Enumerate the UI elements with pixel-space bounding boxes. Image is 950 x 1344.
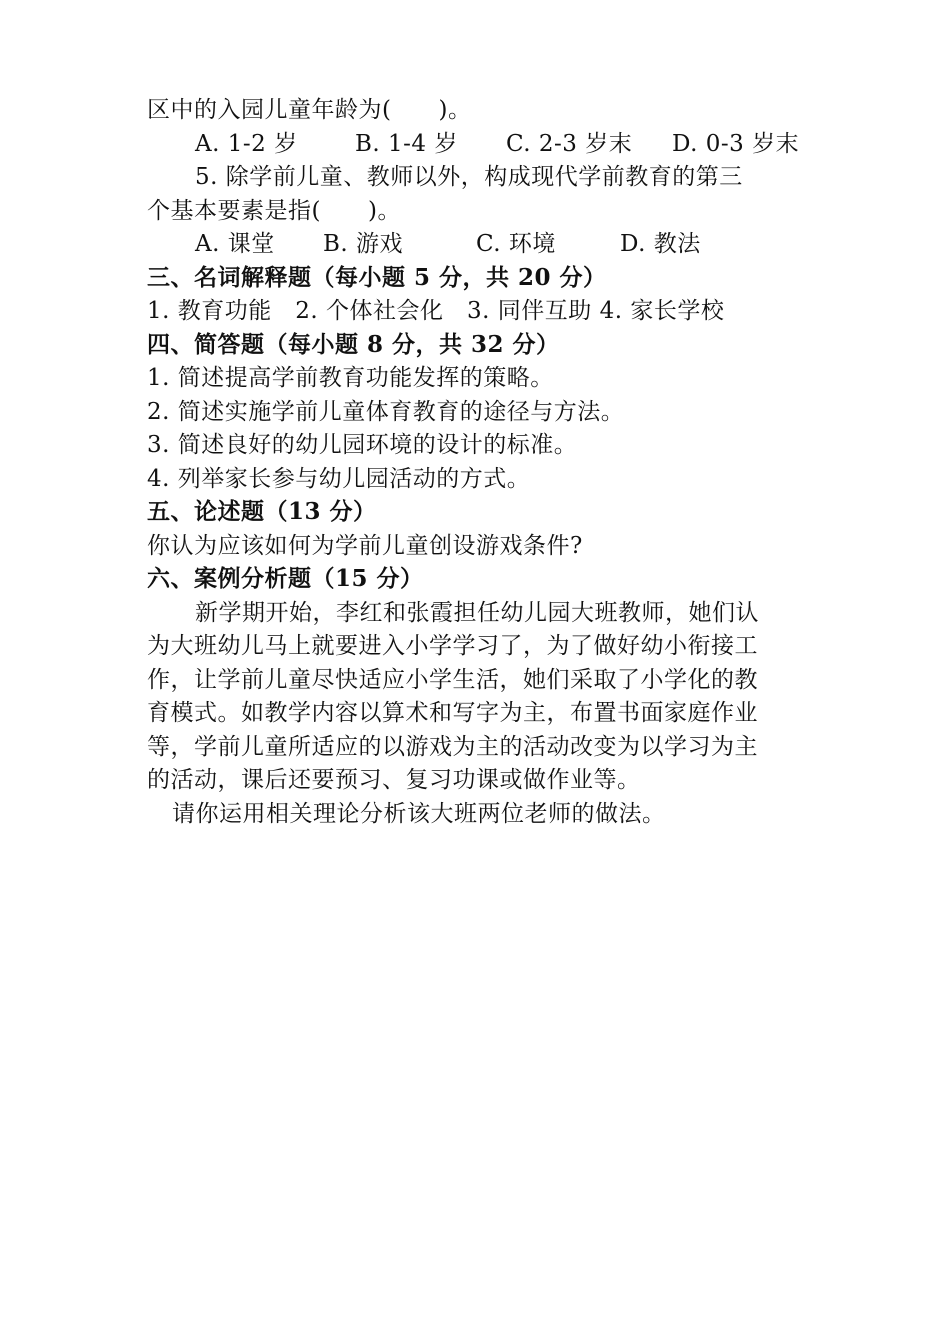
q5-option-a: A. 课堂 [195,231,275,257]
section5-title: 五、论述题（13 分） [147,498,377,525]
q4-option-c: C. 2-3 岁末 [506,131,633,157]
q5-option-b: B. 游戏 [323,231,404,257]
case-line-4: 育模式。如教学内容以算术和写字为主，布置书面家庭作业 [147,700,758,726]
q5-stem-line2: 个基本要素是指( )。 [147,198,401,224]
section4-question-4: 4. 列举家长参与幼儿园活动的方式。 [147,466,531,492]
section6-title: 六、案例分析题（15 分） [147,565,424,592]
section3-title: 三、名词解释题（每小题 5 分，共 20 分） [147,264,607,291]
case-line-2: 为大班幼儿马上就要进入小学学习了，为了做好幼小衔接工 [147,633,758,659]
case-line-5: 等，学前儿童所适应的以游戏为主的活动改变为以学习为主 [147,734,758,760]
q5-option-d: D. 教法 [620,231,701,257]
section4-question-2: 2. 简述实施学前儿童体育教育的途径与方法。 [147,399,625,425]
case-line-1: 新学期开始，李红和张霞担任幼儿园大班教师，她们认 [195,600,759,626]
case-line-6: 的活动，课后还要预习、复习功课或做作业等。 [147,767,641,793]
q4-stem-tail: 区中的入园儿童年龄为( )。 [147,97,472,123]
case-line-3: 作，让学前儿童尽快适应小学生活，她们采取了小学化的教 [147,667,758,693]
section3-terms: 1. 教育功能 2. 个体社会化 3. 同伴互助 4. 家长学校 [147,298,725,324]
q5-stem-line1: 5. 除学前儿童、教师以外，构成现代学前教育的第三 [195,164,743,190]
q5-option-c: C. 环境 [476,231,556,257]
q4-option-d: D. 0-3 岁末 [672,131,800,157]
q4-option-b: B. 1-4 岁 [355,131,458,157]
section4-question-1: 1. 简述提高学前教育功能发挥的策略。 [147,365,554,391]
section4-title: 四、简答题（每小题 8 分，共 32 分） [147,331,560,358]
section5-question: 你认为应该如何为学前儿童创设游戏条件? [147,533,583,559]
q4-option-a: A. 1-2 岁 [195,131,298,157]
case-prompt: 请你运用相关理论分析该大班两位老师的做法。 [172,801,666,827]
section4-question-3: 3. 简述良好的幼儿园环境的设计的标准。 [147,432,578,458]
